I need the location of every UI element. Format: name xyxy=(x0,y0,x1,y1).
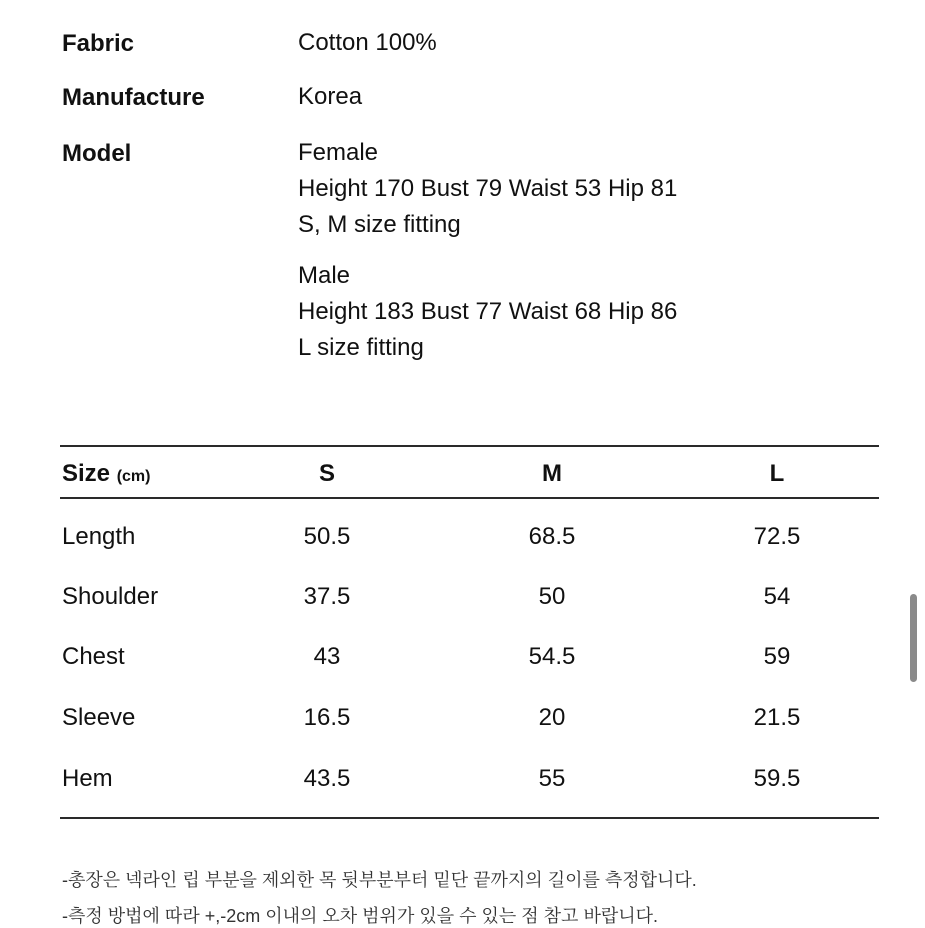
row-value-l: 54 xyxy=(763,583,791,610)
row-value-m: 68.5 xyxy=(528,523,576,550)
manufacture-label: Manufacture xyxy=(62,84,205,111)
table-row-hem xyxy=(0,762,925,796)
table-row-length xyxy=(0,520,925,554)
model-male-measurements: Height 183 Bust 77 Waist 68 Hip 86 xyxy=(298,298,678,325)
table-bottom-divider xyxy=(60,817,879,819)
row-label: Hem xyxy=(62,765,113,792)
size-header-unit: (cm) xyxy=(116,468,151,485)
scrollbar-thumb[interactable] xyxy=(910,594,917,682)
row-value-l: 21.5 xyxy=(753,704,801,731)
table-row-sleeve xyxy=(0,701,925,735)
row-value-m: 50 xyxy=(538,583,566,610)
row-value-s: 37.5 xyxy=(303,583,351,610)
row-label: Sleeve xyxy=(62,704,136,731)
measurement-note-2: -측정 방법에 따라 +,-2cm 이내의 오차 범위가 있을 수 있는 점 참고 바랍니다. xyxy=(62,906,658,926)
row-value-s: 43.5 xyxy=(303,765,351,792)
manufacture-value xyxy=(298,79,362,115)
size-column-s: S xyxy=(318,460,335,487)
model-male-fitting: L size fitting xyxy=(298,334,424,361)
size-column-m: M xyxy=(542,460,562,487)
manufacture-value-text: Korea xyxy=(298,83,363,110)
model-female-title: Female xyxy=(298,139,379,166)
size-table-header xyxy=(0,458,925,490)
table-top-divider xyxy=(60,445,879,447)
model-female-measurements: Height 170 Bust 79 Waist 53 Hip 81 xyxy=(298,175,678,202)
model-male-block xyxy=(298,258,677,366)
fabric-label: Fabric xyxy=(62,30,135,57)
size-header-text: Size xyxy=(62,460,111,487)
row-value-m: 20 xyxy=(538,704,566,731)
model-female-block xyxy=(298,135,677,243)
row-label: Shoulder xyxy=(62,583,159,610)
fabric-value-text: Cotton 100% xyxy=(298,29,437,56)
row-value-m: 54.5 xyxy=(528,643,576,670)
row-label: Chest xyxy=(62,643,125,670)
row-value-l: 59 xyxy=(763,643,791,670)
row-value-l: 72.5 xyxy=(753,523,801,550)
model-male-title: Male xyxy=(298,262,351,289)
measurement-note-1: -총장은 넥라인 립 부분을 제외한 목 뒷부분부터 밑단 끝까지의 길이를 측정합니다. xyxy=(62,870,697,890)
size-header-label xyxy=(62,458,150,493)
model-label: Model xyxy=(62,140,132,167)
row-value-s: 16.5 xyxy=(303,704,351,731)
size-column-l: L xyxy=(769,460,785,487)
model-female-fitting: S, M size fitting xyxy=(298,211,461,238)
fabric-value xyxy=(298,25,437,61)
table-header-divider xyxy=(60,497,879,499)
row-value-m: 55 xyxy=(538,765,566,792)
row-label: Length xyxy=(62,523,136,550)
table-row-chest xyxy=(0,640,925,674)
row-value-s: 50.5 xyxy=(303,523,351,550)
row-value-s: 43 xyxy=(313,643,341,670)
row-value-l: 59.5 xyxy=(753,765,801,792)
table-row-shoulder xyxy=(0,580,925,614)
